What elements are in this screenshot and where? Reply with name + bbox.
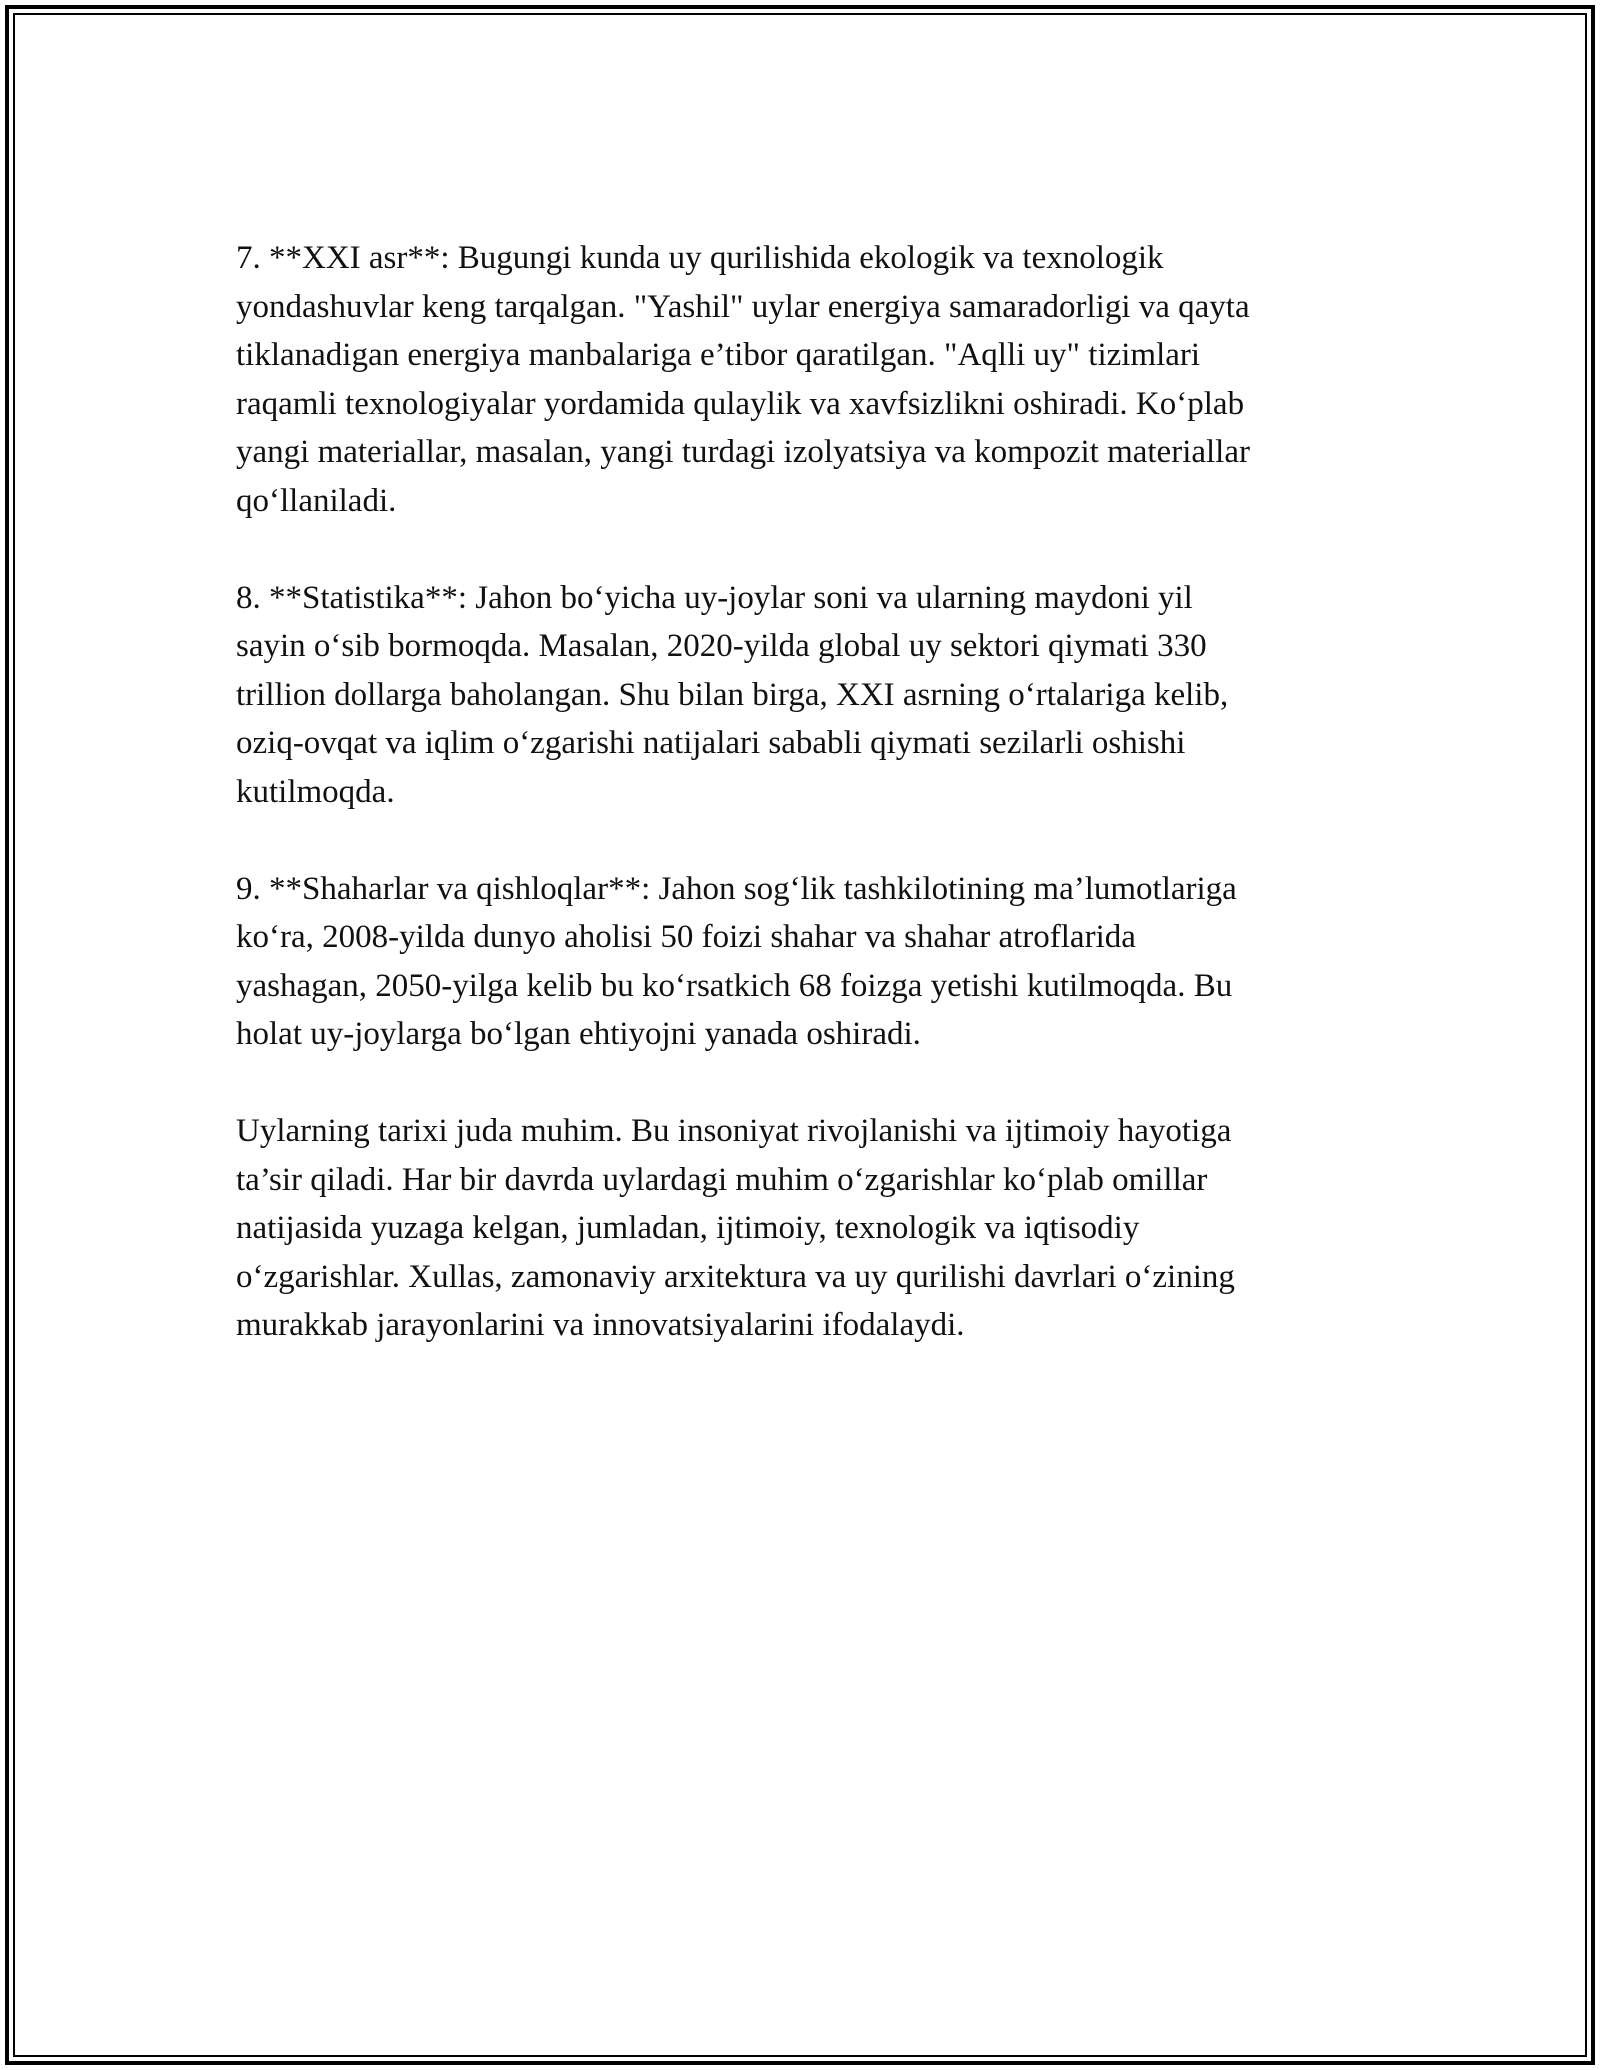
document-body (236, 234, 1386, 1350)
text-line: holat uy-joylarga bo‘lgan ehtiyojni yanada oshiradi. (236, 1016, 921, 1052)
text-line: tiklanadigan energiya manbalariga e’tibor qaratilgan. "Aqlli uy" tizimlari (236, 337, 1201, 373)
text-line: trillion dollarga baholangan. Shu bilan birga, XXI asrning o‘rtalariga kelib, (236, 676, 1229, 713)
paragraph-statistika (236, 574, 1386, 817)
text-line: qo‘llaniladi. (236, 482, 397, 519)
paragraph-conclusion (236, 1107, 1386, 1350)
text-line: yashagan, 2050-yilga kelib bu ko‘rsatkich 68 foizga yetishi kutilmoqda. Bu (236, 967, 1233, 1004)
paragraph-shaharlar-va-qishloqlar (236, 865, 1386, 1059)
text-line: oziq-ovqat va iqlim o‘zgarishi natijalari sababli qiymati sezilarli oshishi (236, 725, 1186, 761)
text-line: ko‘ra, 2008-yilda dunyo aholisi 50 foizi shahar va shahar atroflarida (236, 919, 1136, 955)
text-line: 7. **XXI asr**: Bugungi kunda uy qurilishida ekologik va texnologik (236, 240, 1164, 276)
paragraph-xxi-asr (236, 234, 1386, 525)
text-line: natijasida yuzaga kelgan, jumladan, ijtimoiy, texnologik va iqtisodiy (236, 1210, 1140, 1246)
text-line: 8. **Statistika**: Jahon bo‘yicha uy-joylar soni va ularning maydoni yil (236, 579, 1193, 616)
text-line: kutilmoqda. (236, 773, 395, 810)
text-line: raqamli texnologiyalar yordamida qulaylik va xavfsizlikni oshiradi. Ko‘plab (236, 385, 1245, 422)
text-line: o‘zgarishlar. Xullas, zamonaviy arxitektura va uy qurilishi davrlari o‘zining (236, 1258, 1235, 1295)
text-line: yondashuvlar keng tarqalgan. "Yashil" uylar energiya samaradorligi va qayta (236, 288, 1250, 325)
text-line: Uylarning tarixi juda muhim. Bu insoniyat rivojlanishi va ijtimoiy hayotiga (236, 1113, 1232, 1149)
text-line: sayin o‘sib bormoqda. Masalan, 2020-yilda global uy sektori qiymati 330 (236, 628, 1207, 664)
text-line: ta’sir qiladi. Har bir davrda uylardagi muhim o‘zgarishlar ko‘plab omillar (236, 1161, 1208, 1198)
text-line: 9. **Shaharlar va qishloqlar**: Jahon sog‘lik tashkilotining ma’lumotlariga (236, 870, 1237, 907)
text-line: yangi materiallar, masalan, yangi turdagi izolyatsiya va kompozit materiallar (236, 434, 1250, 470)
text-line: murakkab jarayonlarini va innovatsiyalarini ifodalaydi. (236, 1307, 965, 1343)
